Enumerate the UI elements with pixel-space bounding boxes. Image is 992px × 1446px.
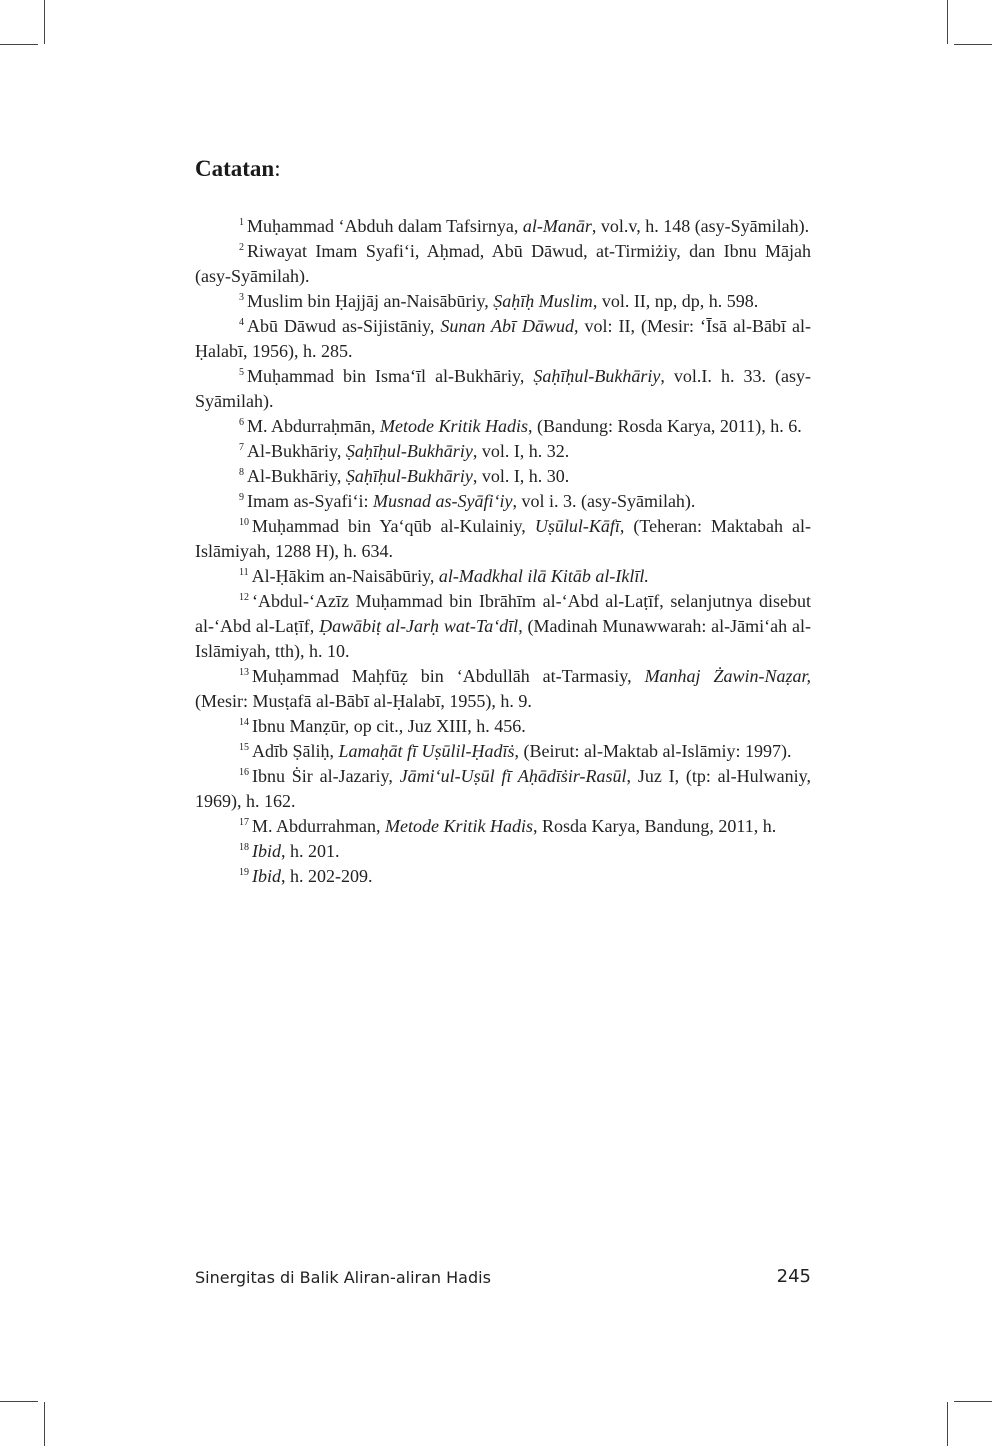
endnote-text: , Juz I, (tp: al-Hulwaniy, 1969), h. 162. [195, 766, 811, 811]
endnote-number: 19 [239, 867, 249, 878]
endnote-number: 3 [239, 292, 244, 303]
endnote-text: Muḥammad bin Ismaʻīl al-Bukhāriy, [247, 366, 534, 386]
crop-mark [0, 1401, 38, 1402]
endnote [195, 664, 811, 714]
endnote-text: Imam as-Syafiʻi: [247, 491, 373, 511]
endnote-title-italic: al-Madkhal ilā Kitāb al-Iklīl. [438, 566, 649, 586]
endnote-title-italic: Lamaḥāt fī Uṣūlil-Ḥadīṡ [338, 741, 515, 761]
endnote [195, 514, 811, 564]
endnote-text: Riwayat Imam Syafiʻi, Aḥmad, Abū Dāwud, at-Tirmiżiy, dan Ibnu Mājah (asy-Syāmilah). [195, 241, 811, 286]
endnote-title-italic: Ṣaḥīḥul-Bukhāriy [533, 366, 661, 386]
endnote-title-italic: Metode Kritik Hadis [379, 416, 528, 436]
endnote-text: Ibnu Ṡir al-Jazariy, [252, 766, 400, 786]
crop-mark [954, 1401, 992, 1402]
endnote-number: 2 [239, 242, 244, 253]
endnote-number: 5 [239, 367, 244, 378]
endnote-text: , vol. I, h. 30. [472, 466, 570, 486]
endnote-text: Muslim bin Ḥajjāj an-Naisābūriy, [247, 291, 494, 311]
endnote [195, 589, 811, 664]
endnote-title-italic: Musnad as-Syāfiʻiy [372, 491, 513, 511]
endnote-title-italic: al-Manār [522, 216, 592, 236]
endnote-number: 14 [239, 717, 249, 728]
endnote-text: , vol. II, np, dp, h. 598. [592, 291, 759, 311]
endnote [195, 439, 811, 464]
heading-colon: : [274, 156, 281, 181]
endnote-title-italic: Metode Kritik Hadis [384, 816, 533, 836]
endnote-number: 18 [239, 842, 249, 853]
endnote-text: , vol i. 3. (asy-Syāmilah). [512, 491, 696, 511]
endnote-text: , vol.I. h. 33. (asy-Syāmilah). [195, 366, 811, 411]
endnote [195, 364, 811, 414]
endnote-text: M. Abdurrahman, [252, 816, 385, 836]
endnote-text: , Rosda Karya, Bandung, 2011, h. [532, 816, 777, 836]
page-number: 245 [776, 1266, 811, 1287]
endnote-text: Muḥammad ʻAbduh dalam Tafsirnya, [247, 216, 523, 236]
endnote [195, 764, 811, 814]
endnote [195, 214, 811, 239]
endnote-text: Al-Bukhāriy, [247, 441, 346, 461]
endnote-number: 16 [239, 767, 249, 778]
endnote-text: M. Abdurraḥmān, [247, 416, 380, 436]
endnote [195, 314, 811, 364]
running-footer-title: Sinergitas di Balik Aliran-aliran Hadis [195, 1268, 491, 1287]
endnote-number: 6 [239, 417, 244, 428]
endnote-title-italic: Ḍawābiṭ al-Jarḥ wat-Taʻdīl [319, 616, 519, 636]
endnote-number: 17 [239, 817, 249, 828]
endnote-text: , vol.v, h. 148 (asy-Syāmilah). [591, 216, 810, 236]
endnote [195, 839, 811, 864]
endnote [195, 564, 811, 589]
endnote-title-italic: Ṣaḥīḥul-Bukhāriy [345, 441, 473, 461]
endnote-text: Al-Ḥākim an-Naisābūriy, [251, 566, 439, 586]
endnotes-list [195, 214, 811, 889]
endnote-text: Adīb Ṣāliḥ, [252, 741, 339, 761]
endnote-text: , (Teheran: Maktabah al-Islāmiyah, 1288 H), h. 634. [195, 516, 812, 561]
endnote [195, 489, 811, 514]
endnote [195, 814, 811, 839]
endnote-title-italic: Ibid [252, 866, 281, 886]
crop-mark [954, 44, 992, 45]
heading-title: Catatan [195, 156, 275, 181]
endnote-title-italic: Manhaj Żawin-Naẓar, [644, 666, 812, 686]
crop-mark [0, 44, 38, 45]
endnote-number: 12 [239, 592, 249, 603]
endnote [195, 714, 811, 739]
endnote-text: , vol: II, (Mesir: ʻĪsā al-Bābī al-Ḥalabī, 1956), h. 285. [195, 316, 811, 361]
endnote-text: Abū Dāwud as-Sijistāniy, [247, 316, 441, 336]
endnote [195, 239, 811, 289]
crop-mark [947, 0, 948, 44]
endnote [195, 739, 811, 764]
endnote-number: 1 [239, 217, 244, 228]
endnote-text: Ibnu Manẓūr, op cit., Juz XIII, h. 456. [252, 716, 526, 736]
crop-mark [947, 1402, 948, 1446]
endnote-text: (Mesir: Musṭafā al-Bābī al-Ḥalabī, 1955), h. 9. [195, 691, 532, 711]
endnote-number: 15 [239, 742, 249, 753]
endnote-number: 8 [239, 467, 244, 478]
endnote-number: 10 [239, 517, 249, 528]
section-heading [195, 156, 281, 182]
endnote [195, 289, 811, 314]
crop-mark [44, 1402, 45, 1446]
endnote-title-italic: Ibid [252, 841, 281, 861]
endnote-text: , (Beirut: al-Maktab al-Islāmiy: 1997). [514, 741, 792, 761]
endnote-text: , vol. I, h. 32. [472, 441, 570, 461]
endnote-text: ʻAbdul-ʻAzīz Muḥammad bin Ibrāhīm al-ʻAbd al-Laṭīf, selanjutnya disebut al-ʻAbd al-Laṭīf, [195, 591, 811, 636]
endnote-number: 11 [239, 567, 249, 578]
endnote-text: , (Bandung: Rosda Karya, 2011), h. 6. [527, 416, 802, 436]
endnote-text: , (Madinah Munawwarah: al-Jāmiʻah al- Islāmiyah, tth), h. 10. [195, 616, 811, 661]
endnote-title-italic: Uṣūlul-Kāfī [534, 516, 620, 536]
endnote-title-italic: Ṣaḥīḥ Muslim [493, 291, 593, 311]
endnote-number: 9 [239, 492, 244, 503]
crop-mark [44, 0, 45, 44]
endnote-number: 13 [239, 667, 249, 678]
endnote [195, 464, 811, 489]
endnote-text: Muḥammad bin Yaʻqūb al-Kulainiy, [252, 516, 535, 536]
endnote-title-italic: Sunan Abī Dāwud [440, 316, 575, 336]
endnote [195, 864, 811, 889]
endnote-text: , h. 201. [281, 841, 340, 861]
endnote-text: , h. 202-209. [281, 866, 373, 886]
endnote-number: 7 [239, 442, 244, 453]
endnote-title-italic: Ṣaḥīḥul-Bukhāriy [345, 466, 473, 486]
endnote-number: 4 [239, 317, 244, 328]
endnote-text: Muḥammad Maḥfūẓ bin ʻAbdullāh at-Tarmasiy, [252, 666, 645, 686]
endnote-title-italic: Jāmiʻul-Uṣūl fī Aḥādīṡir-Rasūl [399, 766, 627, 786]
endnote [195, 414, 811, 439]
endnote-text: Al-Bukhāriy, [247, 466, 346, 486]
